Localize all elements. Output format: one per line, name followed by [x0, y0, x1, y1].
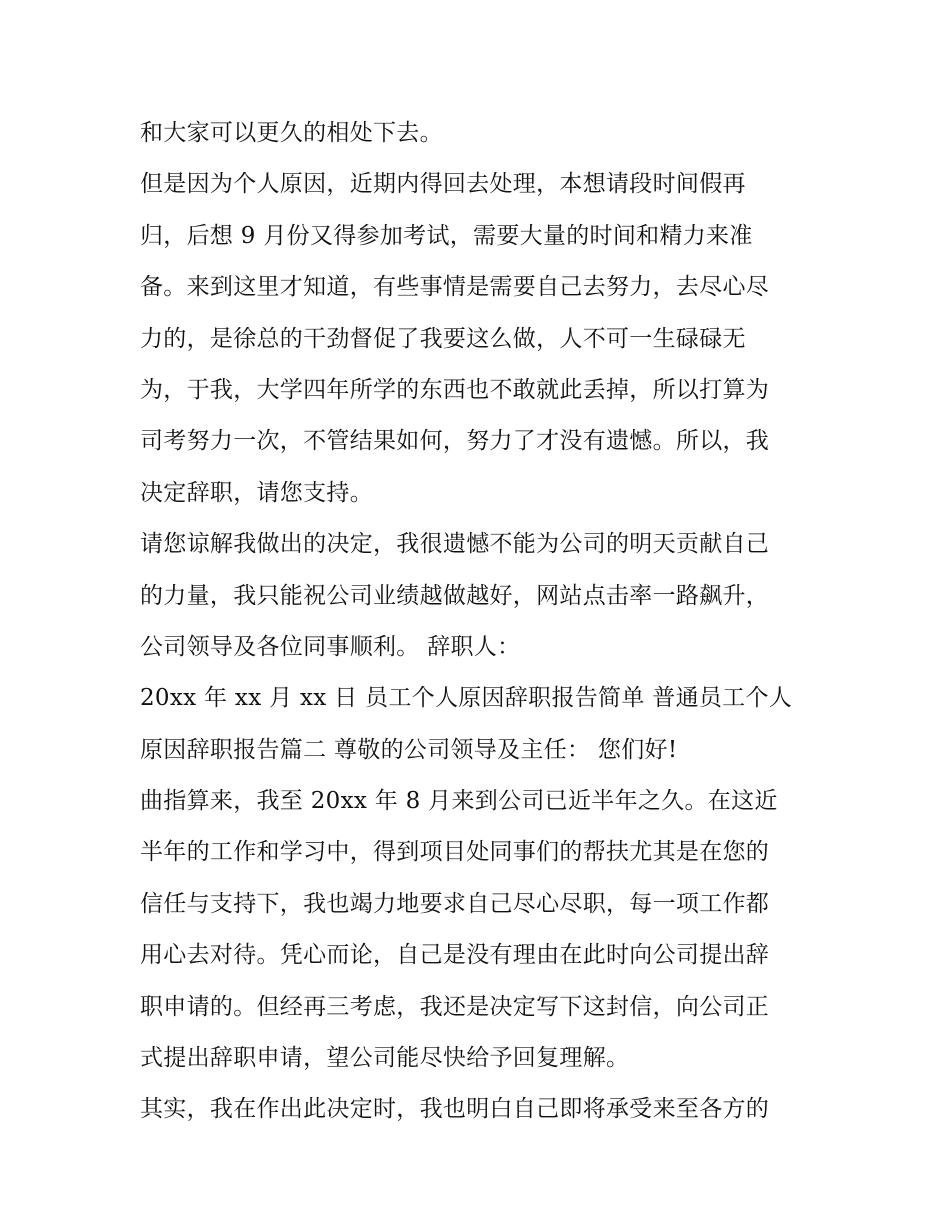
text-line: 公司领导及各位同事顺利。 辞职人：	[140, 633, 521, 660]
text-line: 用心去对待。凭心而论，自己是没有理由在此时向公司提出辞	[140, 942, 770, 969]
text-line: 和大家可以更久的相处下去。	[140, 120, 443, 146]
text-line: 式提出辞职申请，望公司能尽快给予回复理解。	[140, 1045, 630, 1072]
text-line: 半年的工作和学习中，得到项目处同事们的帮扶尤其是在您的	[140, 839, 770, 866]
document-body	[140, 108, 820, 1136]
text-line: 为，于我，大学四年所学的东西也不敢就此丢掉，所以打算为	[140, 376, 770, 403]
text-line: 归，后想 9 月份又得参加考试，需要大量的时间和精力来准	[140, 222, 753, 249]
text-line: 20xx 年 xx 月 xx 日 员工个人原因辞职报告简单 普通员工个人	[140, 685, 793, 712]
text-line: 但是因为个人原因，近期内得回去处理，本想请段时间假再	[140, 171, 746, 198]
text-line: 力的，是徐总的干劲督促了我要这么做，人不可一生碌碌无	[140, 325, 746, 352]
text-line: 备。来到这里才知道，有些事情是需要自己去努力，去尽心尽	[140, 274, 770, 301]
text-line: 的力量，我只能祝公司业绩越做越好，网站点击率一路飙升，	[140, 582, 770, 609]
text-line: 决定辞职，请您支持。	[140, 479, 373, 506]
text-line: 曲指算来，我至 20xx 年 8 月来到公司已近半年之久。在这近	[140, 788, 778, 815]
text-line: 信任与支持下，我也竭力地要求自己尽心尽职，每一项工作都	[140, 890, 770, 917]
text-line: 司考努力一次，不管结果如何，努力了才没有遗憾。所以，我	[140, 428, 770, 455]
text-line: 原因辞职报告篇二 尊敬的公司领导及主任： 您们好!	[140, 736, 678, 763]
text-line: 其实，我在作出此决定时，我也明白自己即将承受来至各方的	[140, 1096, 770, 1123]
text-line: 请您谅解我做出的决定，我很遗憾不能为公司的明天贡献自己	[140, 531, 770, 558]
text-line: 职申请的。但经再三考虑，我还是决定写下这封信，向公司正	[140, 993, 770, 1020]
